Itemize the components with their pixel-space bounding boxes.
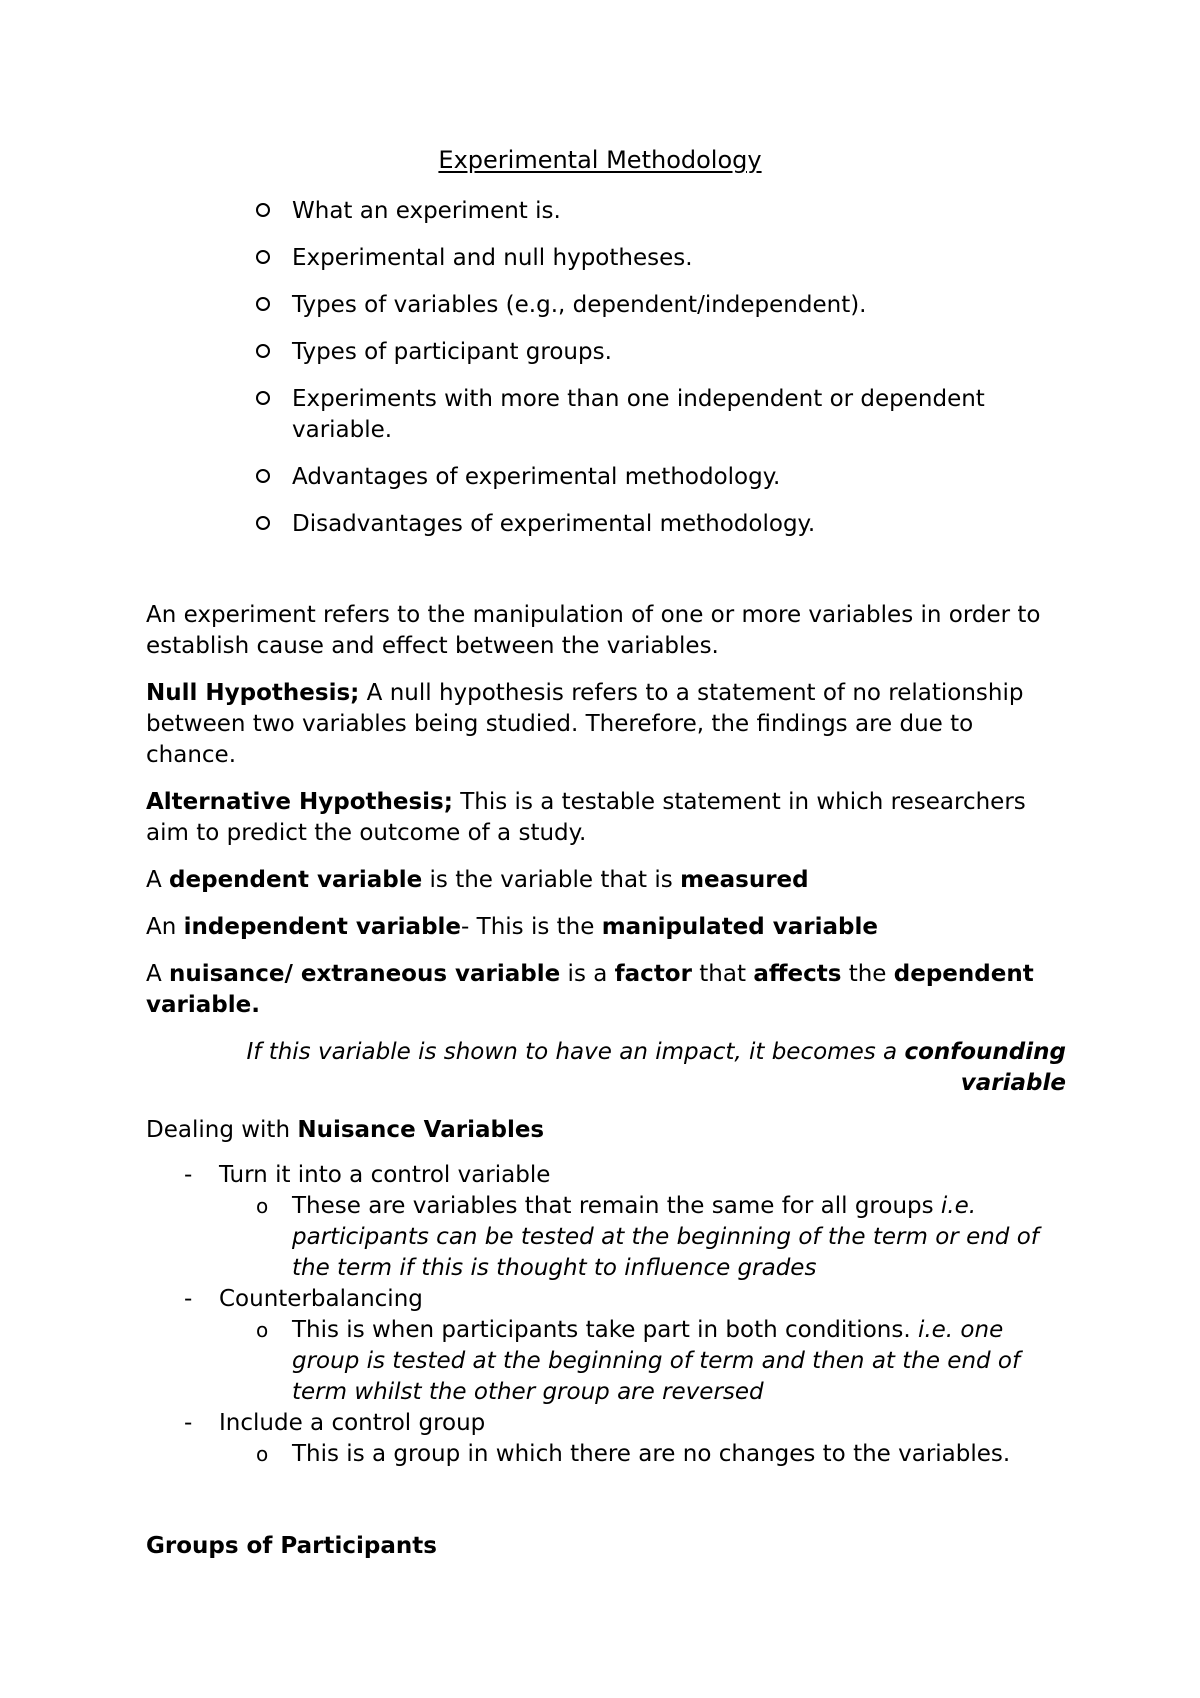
- small-circle-bullet-icon: o: [256, 1442, 269, 1466]
- list-item: Types of participant groups.: [256, 337, 1056, 368]
- alternative-hypothesis-paragraph: Alternative Hypothesis; This is a testable statement in which researchers aim to predict the outcome of a study.: [146, 789, 1026, 846]
- dash-bullet-icon: -: [184, 1410, 193, 1436]
- list-item: Types of variables (e.g., dependent/independent).: [256, 290, 1056, 321]
- list-item: - Include a control group o This is a group in which there are no changes to the variables.: [146, 1408, 1066, 1470]
- dependent-variable-paragraph: A dependent variable is the variable that is measured: [146, 867, 809, 893]
- sub-list: [219, 1315, 1066, 1408]
- topics-list: [256, 196, 1056, 556]
- sub-list: [219, 1191, 1066, 1284]
- circle-bullet-icon: [256, 344, 270, 358]
- list-item: Experimental and null hypotheses.: [256, 243, 1056, 274]
- circle-bullet-icon: [256, 469, 270, 483]
- circle-bullet-icon: [256, 516, 270, 530]
- list-item: What an experiment is.: [256, 196, 1056, 227]
- null-hypothesis-paragraph: Null Hypothesis; A null hypothesis refers to a statement of no relationship between two variables being studied. Therefore, the findings are due to chance.: [146, 680, 1024, 768]
- list-item: Experiments with more than one independent or dependent variable.: [256, 384, 1056, 446]
- list-item: - Turn it into a control variable o These are variables that remain the same for all groups i.e. participants can be tested at the beginning of the term or end of the term if this is thought to influence grades: [146, 1160, 1066, 1284]
- experiment-definition: An experiment refers to the manipulation of one or more variables in order to establish cause and effect between the variables.: [146, 602, 1041, 659]
- list-item: Advantages of experimental methodology.: [256, 462, 1056, 493]
- dash-bullet-icon: -: [184, 1286, 193, 1312]
- confounding-note: If this variable is shown to have an impact, it becomes a confounding variable: [246, 1039, 1066, 1096]
- independent-variable-paragraph: An independent variable- This is the manipulated variable: [146, 914, 878, 940]
- groups-heading: Groups of Participants: [146, 1533, 437, 1559]
- nuisance-variable-paragraph: A nuisance/ extraneous variable is a factor that affects the dependent variable.: [146, 961, 1034, 1018]
- page-title: Experimental Methodology: [438, 146, 762, 174]
- dealing-heading: Dealing with Nuisance Variables: [146, 1117, 545, 1143]
- dash-bullet-icon: -: [184, 1162, 193, 1188]
- list-item: o This is a group in which there are no changes to the variables.: [219, 1439, 1066, 1470]
- small-circle-bullet-icon: o: [256, 1194, 269, 1218]
- sub-list: [219, 1439, 1066, 1470]
- null-hypothesis-term: Null Hypothesis;: [146, 680, 360, 706]
- list-item: - Counterbalancing o This is when participants take part in both conditions. i.e. one group is tested at the beginning of term and then at the end of term whilst the other group are reversed: [146, 1284, 1066, 1408]
- list-item: o These are variables that remain the same for all groups i.e. participants can be tested at the beginning of the term or end of the term if this is thought to influence grades: [256, 1193, 1039, 1281]
- list-item: o This is when participants take part in both conditions. i.e. one group is tested at the beginning of term and then at the end of term whilst the other group are reversed: [256, 1317, 1021, 1405]
- nuisance-methods-list: [146, 1160, 1066, 1470]
- list-item: Disadvantages of experimental methodology.: [256, 509, 1056, 540]
- circle-bullet-icon: [256, 203, 270, 217]
- body-text: [146, 600, 1066, 1470]
- alternative-hypothesis-term: Alternative Hypothesis;: [146, 789, 453, 815]
- circle-bullet-icon: [256, 297, 270, 311]
- circle-bullet-icon: [256, 391, 270, 405]
- circle-bullet-icon: [256, 250, 270, 264]
- small-circle-bullet-icon: o: [256, 1318, 269, 1342]
